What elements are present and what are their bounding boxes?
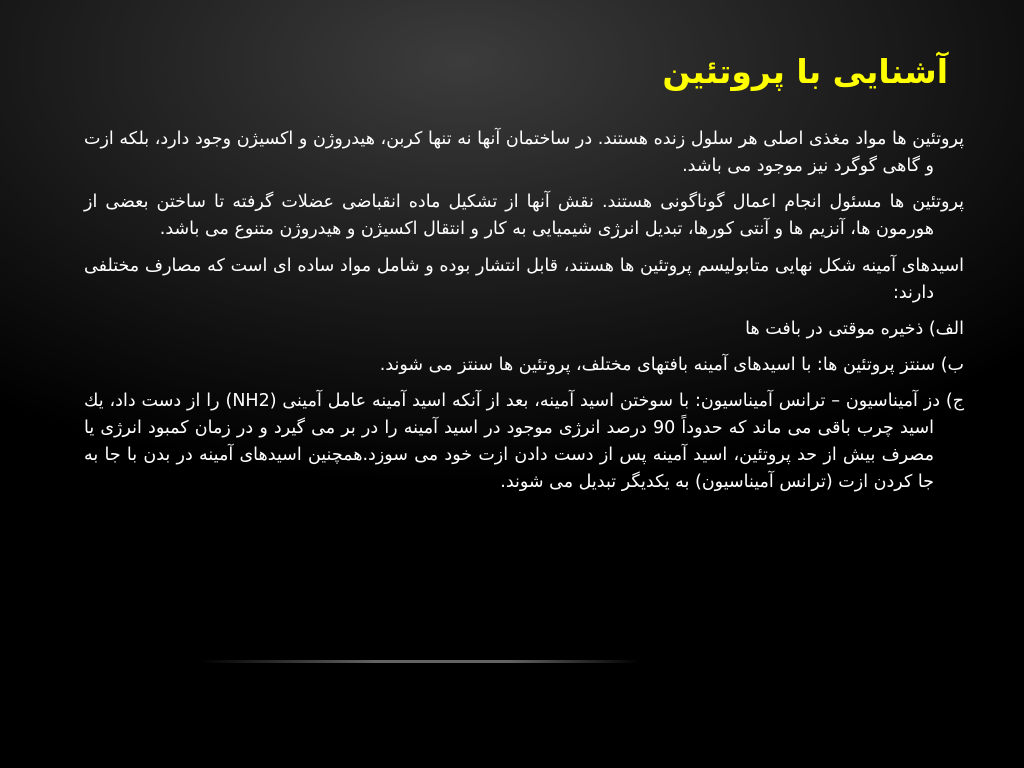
slide-title: آشنایی با پروتئین bbox=[662, 52, 948, 91]
paragraph-deamination: ج) دز آمیناسیون – ترانس آمیناسیون: با سوختن اسید آمینه، بعد از آنکه اسید آمینه عامل آمینی (NH2) را از دست داد، يك اسید چرب باقی می ماند که حدوداً 90 درصد انرژی موجود در اسید آمینه را در بر می گیرد و در زمان کمبود انرژی یا مصرف بیش از حد پروتئین، اسید آمینه پس از دست دادن ازت خود می سوزد.همچنین اسیدهای آمینه در بدن با جا به جا کردن ازت (ترانس آمیناسیون) به یکدیگر تبدیل می شوند. bbox=[84, 391, 965, 493]
paragraph-amino-acids: اسیدهای آمینه شکل نهایی متابولیسم پروتئین ها هستند، قابل انتشار بوده و شامل مواد ساده ای است که مصارف مختلفی دارند: bbox=[84, 255, 964, 303]
slide-content bbox=[84, 126, 964, 506]
paragraph-temporary-storage: الف) ذخیره موقتی در بافت ها bbox=[745, 318, 964, 339]
paragraph-protein-elements: پروتئین ها مواد مغذی اصلی هر سلول زنده هستند. در ساختمان آنها نه تنها کربن، هیدروژن و اکسیژن وجود دارد، بلکه ازت و گاهی گوگرد نیز موجود می باشد. bbox=[84, 129, 964, 177]
paragraph-protein-synthesis: ب) سنتز پروتئین ها: با اسیدهای آمینه بافتهای مختلف، پروتئین ها سنتز می شوند. bbox=[379, 354, 964, 375]
paragraph-protein-functions: پروتئین ها مسئول انجام اعمال گوناگونی هستند. نقش آنها از تشکیل ماده انقباضی عضلات گرفته تا ساختن بعضی از هورمون ها، آنزیم ها و آنتی کورها، تبدیل انرژی شیمیایی به کار و انتقال اکسیژن و هیدروژن متنوع می باشد. bbox=[84, 192, 964, 240]
decorative-highlight-line bbox=[200, 660, 640, 663]
